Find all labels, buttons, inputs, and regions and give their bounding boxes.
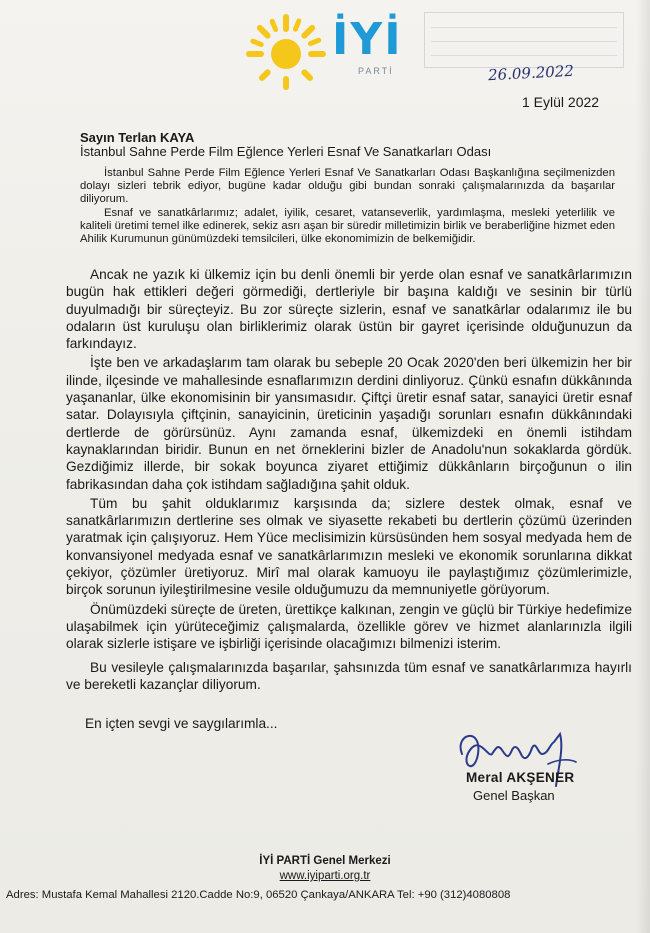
sun-icon [246,14,328,90]
paragraph: Esnaf ve sanatkârlarımız; adalet, iyilik, cesaret, vatanseverlik, yardımlaşma, mesleki yeterlilik ve kaliteli üretimi temel ilke edinerek, sekiz asrı aşan bir süredir milletimizin birlik ve beraberliğine hizmet eden Ahilik Kurumunun günümüzdeki temsilcileri, ülke ekonomimizin de belkemiğidir. [80,207,615,245]
paragraph: İstanbul Sahne Perde Film Eğlence Yerleri Esnaf Ve Sanatkarları Odası Başkanlığına seçilmenizden dolayı sizleri tebrik ediyor, bugüne kadar olduğu gibi bundan sonraki çalışmalarınızda da başarılar diliyorum. [80,167,615,205]
paper-edge-shadow [636,0,650,933]
recipient-organization: İstanbul Sahne Perde Film Eğlence Yerleri Esnaf Ve Sanatkarları Odası [80,144,492,159]
logo-subtitle: PARTİ [358,66,394,76]
registry-stamp [424,12,624,68]
closing-line: En içten sevgi ve saygılarımla... [85,716,278,731]
handwritten-date: 26.09.2022 [487,61,575,85]
paragraph: İşte ben ve arkadaşlarım tam olarak bu sebeple 20 Ocak 2020'den beri ülkemizin her bir ilinde, ilçesinde ve mahallesinde esnaflarımızın derdini dinliyoruz. Çünkü esnafın dükkânında yaşananlar, ülke ekonomisinin bir yansımasıdır. Çiftçi üretir esnaf satar, sanayici üretir esnaf satar. Dolayısıyla çiftçinin, sanayicinin, üreticinin yaşadığı sorunları esnafın dükkânındaki dertlerde de görürsünüz. Aynı zamanda esnaf, ülkemizdeki en önemli istihdam kaynaklarından biridir. Bunun en net örneklerini bizler de Anadolu'nun sokaklarda gördük. Gezdiğimiz illerde, bir sokak boyunca ziyaret ettiğimiz dükkânların birçoğunun o ilin fabrikasından daha çok istihdam sağladığına şahit olduk. [66,355,632,492]
intro-paragraphs [80,167,615,248]
signatory-name: Meral AKŞENER [466,770,575,785]
letter-date: 1 Eylül 2022 [522,94,600,110]
footer-address: Adres: Mustafa Kemal Mahallesi 2120.Cadde No:9, 06520 Çankaya/ANKARA Tel: +90 (312)4080808 [6,889,511,901]
paragraph: Tüm bu şahit olduklarımız karşısında da; sizlere destek olmak, esnaf ve sanatkârlarımızın dertlerine ses olmak ve siyasette rekabeti bu dertlerin çözümü üzerinden yaratmak için çalışıyoruz. Hem Yüce meclisimizin kürsüsünden hem sosyal medyada hem de konvansiyonel medyada esnaf ve sanatkârlarımızın mesleki ve ekonomik sorunlarına dikkat çekiyor, çözümler üretiyoruz. Mirî mal olarak kamuoyu ile paylaştığımız çözümlerimizle, birçok sorunun iyileştirilmesine vesile olduğumuzu da memnuniyetle görüyorum. [66,495,632,598]
paragraph: Bu vesileyle çalışmalarınızda başarılar, şahsınızda tüm esnaf ve sanatkârlarımıza hayırlı ve bereketli kazançlar diliyorum. [66,659,632,692]
footer-website-link[interactable]: www.iyiparti.org.tr [279,870,371,882]
footer-organization: İYİ PARTİ Genel Merkezi [259,855,391,867]
paragraph: Önümüzdeki süreçte de üreten, ürettikçe kalkınan, zengin ve güçlü bir Türkiye hedefimize ulaşabilmek için yürüteceğimiz çalışmalarda, özellikle görev ve hizmet alanlarınızla ilgili olarak sizlerle istişare ve işbirliği içerisinde olacağımızı bilmenizi isterim. [66,601,632,652]
main-paragraphs [66,266,632,695]
signatory-title: Genel Başkan [473,788,555,803]
paragraph: Ancak ne yazık ki ülkemiz için bu denli önemli bir yerde olan esnaf ve sanatkârlarımızın bugün hak ettikleri değeri görmediği, dertleriyle bir başına kaldığı ve sesinin bir türlü duyulmadığı bir süreçteyiz. Bu zor süreçte sizlerin, esnaf ve sanatkârlar odalarımız ile bu odaların üst kuruluşu olan birliklerimiz olarak üstün bir gayret içerisinde olduğunuzun da farkındayız. [66,267,632,352]
logo-wordmark: İYİ [332,14,403,65]
iyi-parti-logo [246,14,406,90]
recipient-name: Sayın Terlan KAYA [80,130,195,145]
